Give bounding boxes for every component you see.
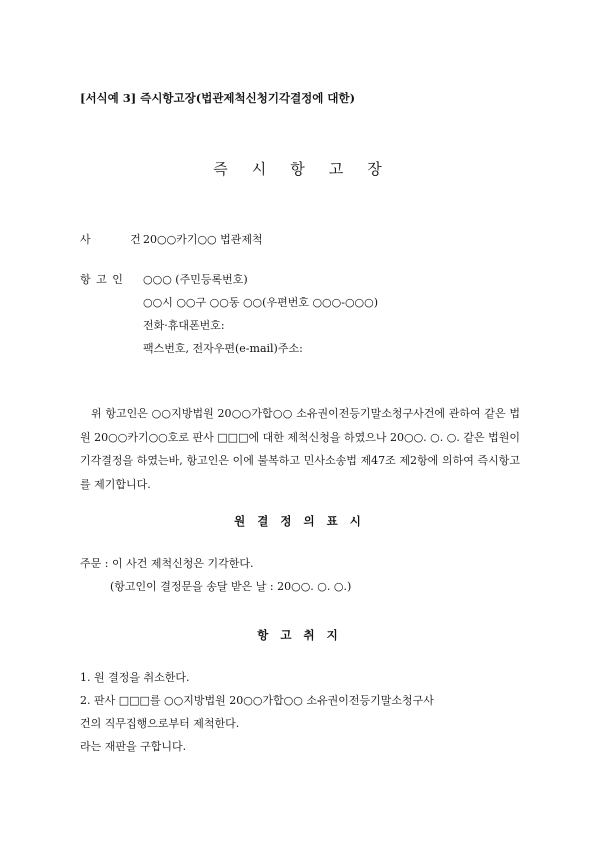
decision-heading: 원결정의표시 [234, 514, 373, 528]
purpose-item-2: 2. 판사 □□□를 ○○지방법원 20○○가합○○ 소유권이전등기말소청구사 [80, 694, 434, 707]
purpose-item-1: 1. 원 결정을 취소한다. [80, 671, 190, 684]
decision-order: 주문 : 이 사건 제척신청은 기각한다. [80, 557, 254, 570]
appellant-name: ○○○ (주민등록번호) [143, 273, 248, 286]
case-label: 사 건 [80, 233, 159, 246]
form-header: [서식예 3] 즉시항고장(법관제척신청기각결정에 대한) [80, 91, 356, 105]
case-value: 20○○카기○○ 법관제척 [143, 233, 263, 246]
appellant-fax-email: 팩스번호, 전자우편(e-mail)주소: [143, 342, 303, 355]
document-title: 즉시항고장 [213, 160, 406, 178]
decision-delivery-date: (항고인이 결정문을 송달 받은 날 : 20○○. ○. ○.) [110, 580, 352, 593]
appellant-label: 항 고 인 [80, 273, 124, 286]
purpose-closing: 라는 재판을 구합니다. [80, 740, 187, 753]
purpose-item-2-continued: 건의 직무집행으로부터 제척한다. [80, 717, 240, 730]
appellant-phone: 전화·휴대폰번호: [143, 319, 225, 332]
body-paragraph: 위 항고인은 ○○지방법원 20○○가합○○ 소유권이전등기말소청구사건에 관하여 같은 법원 20○○카기○○호로 판사 □□□에 대한 제척신청을 하였으나 20○○. ○. ○. 같은 법원이 기각결정을 하였는바, 항고인은 이에 불복하고 민사소송법 제47조 제2항에 의하여 즉시항고를 제기합니다. [80, 407, 520, 491]
appellant-address: ○○시 ○○구 ○○동 ○○(우편번호 ○○○-○○○) [143, 296, 379, 309]
purpose-heading: 항고취지 [257, 628, 350, 642]
